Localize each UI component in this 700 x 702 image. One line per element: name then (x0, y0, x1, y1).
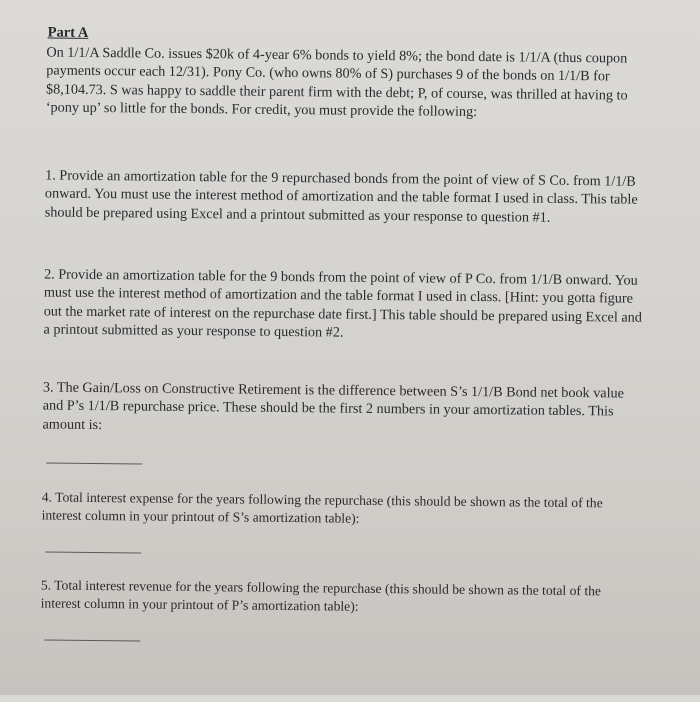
question-4-text: 4. Total interest expense for the years following the repurchase (this should be shown as the total of the interest column in your printout of S’s amortization table): (41, 489, 603, 527)
question-5-text: 5. Total interest revenue for the years following the repurchase (this should be shown as the total of the interest column in your printout of P’s amortization table): (40, 577, 602, 615)
answer-blank-4[interactable] (45, 552, 141, 554)
intro-paragraph (46, 43, 647, 123)
question-3-text: 3. The Gain/Loss on Constructive Retirement is the difference between S’s 1/1/B Bond net book value and P’s 1/1/B repurchase price. These should be the first 2 numbers in your amortization tables. This amount is: (42, 379, 625, 433)
question-4 (42, 488, 642, 531)
question-2 (43, 265, 644, 345)
question-1 (45, 166, 646, 227)
answer-blank-3[interactable] (46, 463, 142, 465)
question-1-text: 1. Provide an amortization table for the 9 repurchased bonds from the point of view of S Co. from 1/1/B onward. You must use the interest method of amortization and the table format I used in class. This table should be prepared using Excel and a printout submitted as your response to question #1. (44, 167, 638, 226)
part-title: Part A (47, 24, 89, 41)
question-5 (41, 576, 641, 619)
answer-blank-5[interactable] (44, 639, 140, 641)
question-2-text: 2. Provide an amortization table for the 9 bonds from the point of view of P Co. from 1/1/B onward. You must use the interest method of amortization and the table format I used in class. [Hint: you gotta figure out the market rate of interest on the repurchase date first.] This table should be prepared using Excel and a printout submitted as your response to question #2. (43, 266, 642, 341)
question-3 (42, 378, 643, 439)
intro-text: On 1/1/A Saddle Co. issues $20k of 4-year 6% bonds to yield 8%; the bond date is 1/1/A (thus coupon payments occur each 12/31). Pony Co. (who owns 80% of S) purchases 9 of the bonds on 1/1/B for $8,104.73. S was happy to saddle their parent firm with the debt; P, of course, was thrilled at having to ‘pony up’ so little for the bonds. For credit, you must provide the following: (45, 44, 628, 121)
